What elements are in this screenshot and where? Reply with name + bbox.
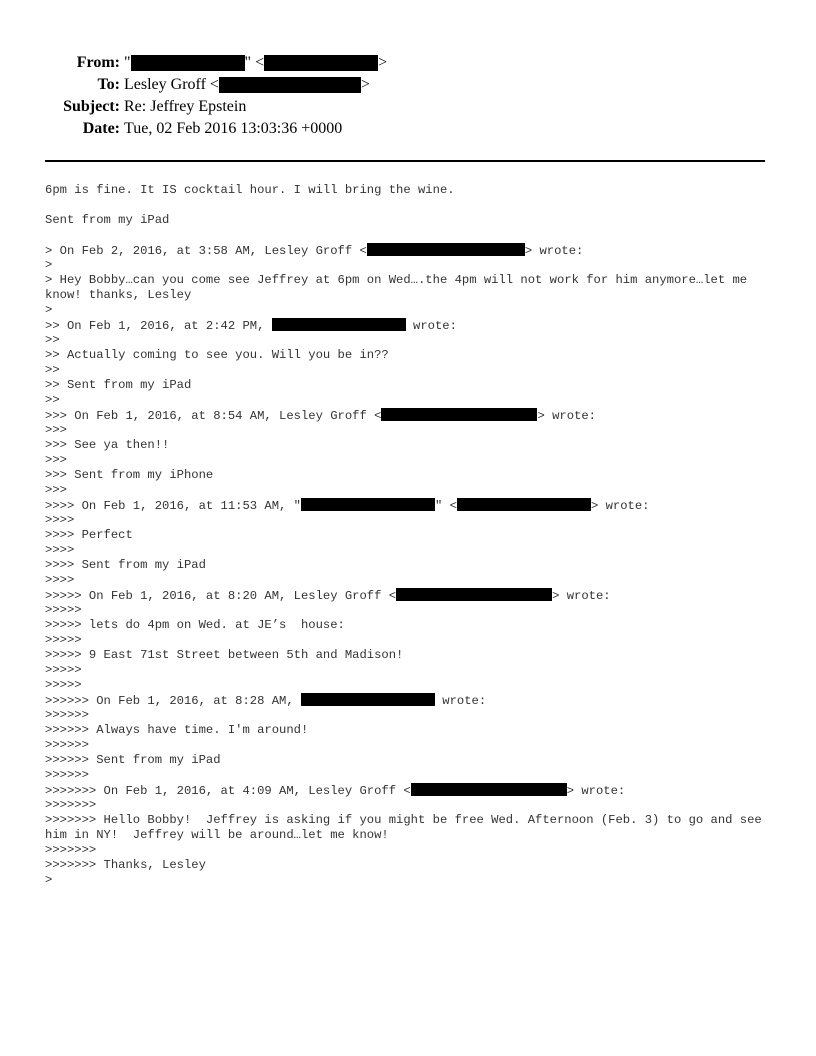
redaction-box: [131, 55, 245, 71]
redaction-box: [272, 318, 406, 331]
quote-message: >>>>>> Sent from my iPad: [45, 753, 221, 767]
subject-row: [0, 96, 816, 118]
body-line: Sent from my iPad: [45, 213, 170, 227]
quote-message: >>>>>>> Thanks, Lesley: [45, 858, 206, 872]
from-quote-close: " <: [244, 54, 265, 71]
from-label: From:: [76, 54, 120, 71]
quote-message: >>>>>>> Hello Bobby! Jeffrey is asking if you might be free Wed. Afternoon (Feb. 3) to go and see him in NY! Jeffrey will be around…let me know!: [45, 813, 770, 842]
redaction-box: [301, 498, 435, 511]
quote-message: >>>>> 9 East 71st Street between 5th and Madison!: [45, 648, 404, 662]
subject-value: Re: Jeffrey Epstein: [124, 98, 247, 115]
redaction-box: [301, 693, 435, 706]
quote-line: >>>>>: [45, 678, 82, 692]
quote-header: >>>>>>> On Feb 1, 2016, at 4:09 AM, Lesley Groff < > wrote:: [45, 784, 626, 798]
from-bracket-close: >: [378, 54, 388, 71]
redaction-box: [457, 498, 591, 511]
quote-header: >>> On Feb 1, 2016, at 8:54 AM, Lesley Groff < > wrote:: [45, 409, 596, 423]
quote-line: >>>>>: [45, 663, 82, 677]
quote-line: >>: [45, 393, 60, 407]
quote-line: >>>>>>>: [45, 798, 97, 812]
quote-line: >>>: [45, 453, 67, 467]
quote-line: >>>>>>: [45, 768, 89, 782]
redaction-box: [411, 783, 567, 796]
quote-line: >>>>: [45, 513, 75, 527]
to-bracket-close: >: [360, 76, 370, 93]
quote-line: >>>: [45, 483, 67, 497]
quote-line: >>: [45, 363, 60, 377]
subject-label: Subject:: [63, 98, 120, 115]
quote-line: >: [45, 873, 53, 887]
quote-line: >>: [45, 333, 60, 347]
email-header: [0, 52, 816, 140]
quote-message: >>> See ya then!!: [45, 438, 170, 452]
from-value: [124, 52, 387, 74]
date-row: [0, 118, 816, 140]
quote-line: >>>>>>: [45, 708, 89, 722]
to-name: Lesley Groff <: [124, 76, 219, 93]
quote-line: >>>>>: [45, 633, 82, 647]
quote-message: >>>>>> Always have time. I'm around!: [45, 723, 309, 737]
quote-message: >>>>> lets do 4pm on Wed. at JE’s house:: [45, 618, 345, 632]
quote-header: > On Feb 2, 2016, at 3:58 AM, Lesley Groff < > wrote:: [45, 244, 584, 258]
body-line: 6pm is fine. It IS cocktail hour. I will bring the wine.: [45, 183, 455, 197]
quote-line: >>>>>: [45, 603, 82, 617]
redaction-box: [219, 77, 361, 93]
quote-message: > Hey Bobby…can you come see Jeffrey at 6pm on Wed….the 4pm will not work for him anymore…let me know! thanks, Lesley: [45, 273, 755, 302]
redaction-box: [396, 588, 552, 601]
quote-message: >>> Sent from my iPhone: [45, 468, 214, 482]
quote-header: >>>>>> On Feb 1, 2016, at 8:28 AM, wrote:: [45, 694, 487, 708]
header-divider: [45, 160, 765, 162]
quote-message: >>>> Sent from my iPad: [45, 558, 206, 572]
to-value: [124, 74, 370, 96]
quote-line: >>>>: [45, 573, 75, 587]
quote-header: >> On Feb 1, 2016, at 2:42 PM, wrote:: [45, 319, 457, 333]
email-body: [45, 183, 785, 888]
to-row: [0, 74, 816, 96]
quote-line: >>>>>>: [45, 738, 89, 752]
quote-message: >> Sent from my iPad: [45, 378, 192, 392]
quote-header: >>>>> On Feb 1, 2016, at 8:20 AM, Lesley Groff < > wrote:: [45, 589, 611, 603]
redaction-box: [381, 408, 537, 421]
redaction-box: [264, 55, 378, 71]
quote-line: >: [45, 258, 53, 272]
quote-line: >: [45, 303, 53, 317]
quote-message: >>>> Perfect: [45, 528, 133, 542]
from-row: [0, 52, 816, 74]
redaction-box: [367, 243, 525, 256]
quote-line: >>>: [45, 423, 67, 437]
quote-message: >> Actually coming to see you. Will you be in??: [45, 348, 389, 362]
date-label: Date:: [82, 120, 120, 137]
quote-line: >>>>>>>: [45, 843, 97, 857]
to-label: To:: [97, 76, 120, 93]
quote-line: >>>>: [45, 543, 75, 557]
date-value: Tue, 02 Feb 2016 13:03:36 +0000: [124, 120, 343, 137]
quote-header: >>>> On Feb 1, 2016, at 11:53 AM, " " < > wrote:: [45, 499, 650, 513]
from-quote-open: ": [124, 54, 131, 71]
